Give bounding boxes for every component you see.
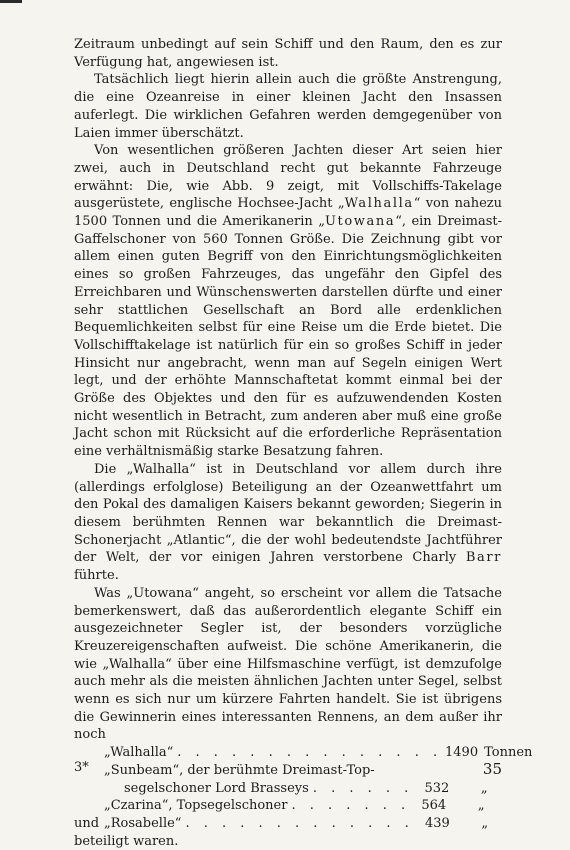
yacht-tonnage: 439 (424, 815, 450, 831)
yacht-unit: „ (481, 815, 489, 831)
spaced-name: Walhalla (344, 196, 414, 212)
paragraph: Zeitraum unbedingt auf sein Schiff und den Raum, den es zur Verfügung hat, angewiesen ist. (74, 37, 502, 70)
yacht-list-item (74, 780, 502, 798)
yacht-unit: „ (477, 798, 485, 814)
yacht-name: „Walhalla“ (104, 745, 174, 761)
yacht-unit: Tonnen (484, 745, 533, 761)
paragraph: Was „Utowana“ angeht, so erscheint vor allem die Tatsache bemerkenswert, daß das außerordentlich elegante Schiff ein ausgezeichneter Segler ist, der besonders vorzügliche Kreuzereigenschaften aufweist. Die schöne Amerikanerin, die wie „Walhalla“ über eine Hilfsmaschine verfügt, ist demzufolge auch mehr als die meisten ähnlichen Jachten unter Segel, selbst wenn es sich nur um kürzere Fahrten handelt. Sie ist übrigens die Gewinnerin eines interessanten Rennens, an dem außer ihr noch (74, 585, 502, 743)
text-run: “, ein Dreimast-Gaffelschoner von 560 Tonnen Größe. Die Zeichnung gibt vor allem einen guten Begriff von den Einrichtungsmöglichkeiten eines so großen Fahrzeuges, das ungefähr den Gipfel des Erreichbaren und Wünschenswerten darstellen dürfte und einer sehr stattlichen Gesellschaft an Bord alle erdenklichen Bequemlichkeiten selbst für eine Reise um die Erde bietet. Die Vollschifftakelage ist natürlich für ein so großes Schiff in jeder Hinsicht nur angebracht, wenn man auf Segeln einigen Wert legt, und der erhöhte Mannschaftetat kommt einmal bei der Größe des Objektes und den für es aufzuwendenden Kosten nicht wesentlich in Betracht, zum anderen aber muß eine große Jacht schon mit Rücksicht auf die erforderliche Repräsentation eine verhältnismäßig starke Besatzung fahren. (74, 214, 502, 460)
paragraph: Tatsächlich liegt hierin allein auch die größte Anstrengung, die eine Ozeanreise in einer kleinen Jacht den Insassen auferlegt. Die wirklichen Gefahren werden demgegenüber von Laien immer überschätzt. (74, 72, 502, 141)
yacht-prefix: und (74, 815, 100, 831)
dot-leader: . . . . . . . . . . . . . . . (177, 745, 443, 761)
spaced-name: Utowana (324, 214, 396, 230)
spaced-name: Barr (465, 550, 502, 566)
dot-leader: . . . . . . . . . . . . . (185, 815, 414, 831)
signature-mark: 3* (74, 760, 89, 775)
page-footer (74, 760, 502, 778)
scan-edge-mark (0, 0, 22, 3)
page-body (74, 36, 533, 850)
text-run: “ von nahezu 1500 Tonnen und die Amerikanerin „ (74, 196, 502, 230)
yacht-list-item (74, 815, 502, 833)
yacht-name: segelschoner Lord Brasseys (124, 780, 309, 796)
text-run: Die „Walhalla“ ist in Deutschland vor allem durch ihre (allerdings erfolglose) Beteiligung an der Ozeanwettfahrt um den Pokal des damaligen Kaisers bekannt geworden; Siegerin in diesem berühmten Rennen war bekanntlich die Dreimast-Schonerjacht „Atlantic“, die der wohl bedeutendste Jachtführer der Welt, der vor einigen Jahren verstorbene Charly (74, 461, 502, 566)
page-number: 35 (482, 760, 502, 778)
yacht-name: „Czarina“, Topsegelschoner (104, 798, 288, 814)
closing-line: beteiligt waren. (74, 833, 179, 849)
dot-leader: . . . . . . . (291, 798, 411, 814)
paragraph (74, 142, 502, 461)
yacht-tonnage: 532 (424, 780, 450, 796)
yacht-tonnage: 564 (421, 798, 447, 814)
yacht-tonnage: 1490 (445, 745, 479, 761)
yacht-name: „Sunbeam“, der berühmte Dreimast-Top- (104, 762, 375, 778)
yacht-name: „Rosabelle“ (104, 815, 182, 831)
text-run: Von wesentlichen größeren Jachten dieser Art seien hier zwei, auch in Deutschland recht gut bekannte Fahrzeuge erwähnt: Die, wie Abb. 9 zeigt, mit Vollschiffs-Takelage ausgerüstete, englische Hochsee-Jacht „ (74, 143, 502, 212)
dot-leader: . . . . . . (312, 780, 414, 796)
yacht-unit: „ (480, 780, 488, 796)
body-text (74, 36, 502, 744)
yacht-list-item (74, 797, 502, 815)
text-run: führte. (74, 568, 119, 584)
yacht-list (74, 744, 533, 833)
paragraph (74, 461, 502, 585)
